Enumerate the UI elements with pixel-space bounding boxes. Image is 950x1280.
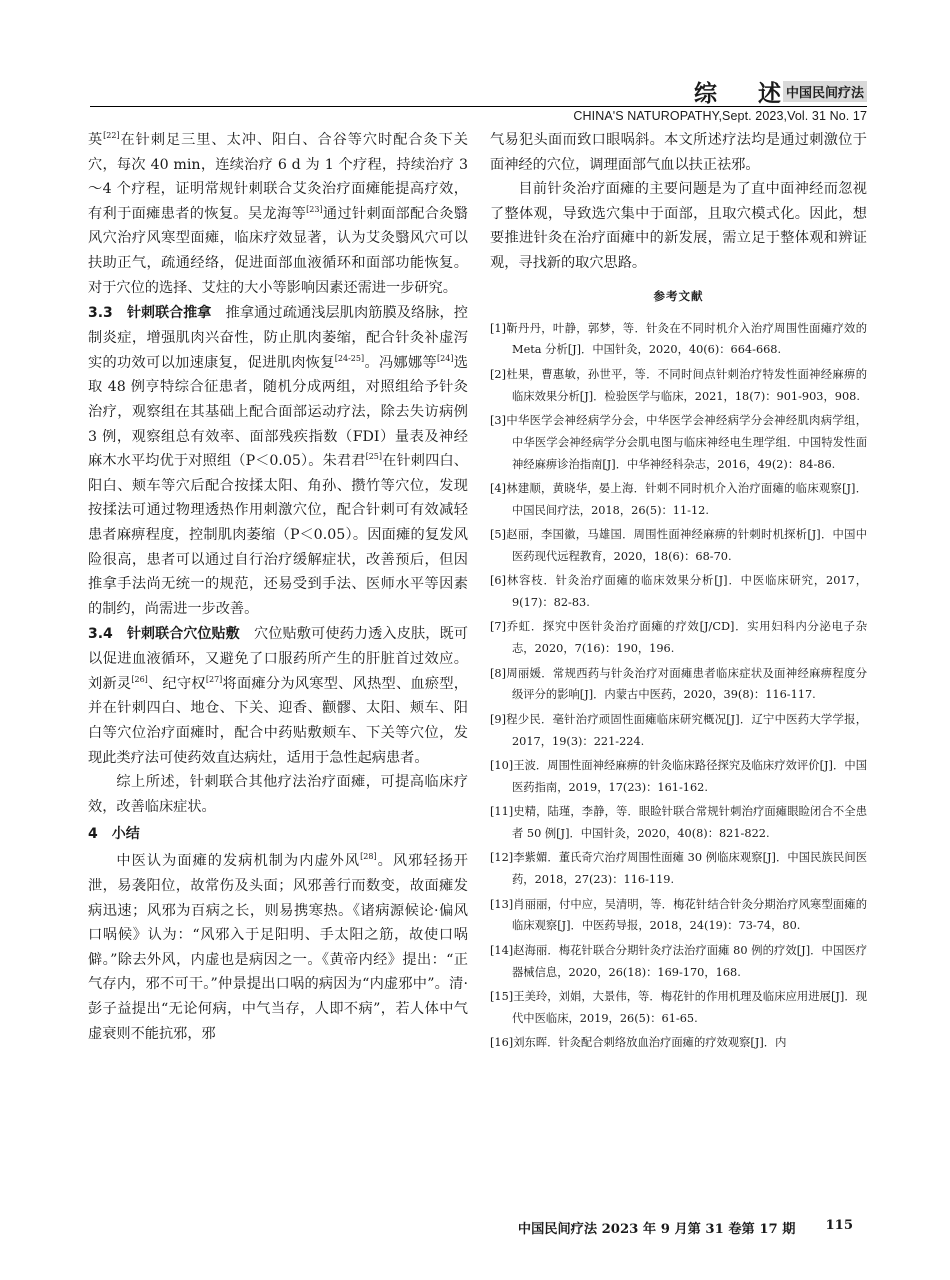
page-footer bbox=[518, 1218, 853, 1237]
reference-item: [6]林容枝．针灸治疗面瘫的临床效果分析[J]．中医临床研究，2017，9(17)：82-83. bbox=[490, 574, 867, 610]
reference-item: [8]周丽媛．常规西药与针灸治疗对面瘫患者临床症状及面神经麻痹程度分级评分的影响[J]．内蒙古中医药，2020，39(8)：116-117. bbox=[490, 666, 867, 702]
header-rule bbox=[90, 106, 867, 107]
page-header bbox=[90, 70, 867, 128]
section-heading-3-3: 3.3 针刺联合推拿 bbox=[88, 305, 212, 322]
citation-ref: [22] bbox=[103, 131, 120, 140]
page-number: 115 bbox=[825, 1218, 853, 1233]
reference-item: [16]刘东晖．针灸配合刺络放血治疗面瘫的疗效观察[J]．内 bbox=[490, 1036, 787, 1050]
citation-ref: [23] bbox=[306, 204, 323, 214]
reference-item: [13]肖丽丽，付中应，吴清明，等．梅花针结合针灸分期治疗风寒型面瘫的临床观察[J]．中医药导报，2018，24(19)：73-74，80. bbox=[490, 897, 867, 933]
paragraph-summary: 综上所述，针刺联合其他疗法治疗面瘫，可提高临床疗效，改善临床症状。 bbox=[88, 774, 468, 815]
right-column bbox=[490, 128, 867, 1057]
section-label-second: 述 bbox=[757, 80, 781, 107]
reference-item: [14]赵海丽．梅花针联合分期针灸疗法治疗面瘫 80 例的疗效[J]．中国医疗器械信息，2020，26(18)：169-170，168. bbox=[490, 943, 867, 979]
reference-item: [3]中华医学会神经病学分会，中华医学会神经病学分会神经肌肉病学组，中华医学会神经病学分会肌电图与临床神经电生理学组．中国特发性面神经麻痹诊治指南[J]．中华神经科杂志，2016，49(2)：84-86. bbox=[490, 413, 867, 471]
left-column bbox=[88, 128, 468, 1046]
reference-item: [10]王波．周围性面神经麻痹的针灸临床路径探究及临床疗效评价[J]．中国医药指南，2019，17(23)：161-162. bbox=[490, 759, 867, 794]
citation-ref: [26] bbox=[131, 674, 148, 684]
section-3-4: 3.4 针刺联合穴位贴敷 穴位贴敷可使药力透入皮肤，既可以促进血液循环，又避免了口服药所产生的肝脏首过效应。刘新灵[26]、纪守权[27]将面瘫分为风寒型、风热型、血瘀型，并在针刺四白、地仓、下关、迎香、颧髎、太阳、颊车、阳白等穴位治疗面瘫时，配合中药贴敷颊车、下关等穴位，发现此类疗法可使药效直达病灶，适用于急性起病患者。 bbox=[88, 626, 468, 766]
journal-citation-line: CHINA'S NATUROPATHY,Sept. 2023,Vol. 31 No. 17 bbox=[573, 109, 867, 123]
footer-journal-issue: 中国民间疗法 2023 年 9 月第 31 卷第 17 期 bbox=[517, 1222, 796, 1237]
paragraph-current-issues: 目前针灸治疗面瘫的主要问题是为了直中面神经而忽视了整体观，导致选穴集中于面部，且取穴模式化。因此，想要推进针灸在治疗面瘫中的新发展，需立足于整体观和辨证观，寻找新的取穴思路。 bbox=[490, 181, 867, 271]
paragraph-moxibustion: 英[22]在针刺足三里、太冲、阳白、合谷等穴时配合灸下关穴，每次 40 min，连续治疗 6 d 为 1 个疗程，持续治疗 3～4 个疗程，证明常规针刺联合艾灸治疗面瘫能提高疗效，有利于面瘫患者的恢复。吴龙海等[23]通过针刺面部配合灸翳风穴治疗风寒型面瘫，临床疗效显著，认为艾灸翳风穴可以扶助正气，疏通经络，促进面部血液循环和面部功能恢复。对于穴位的选择、艾炷的大小等影响因素还需进一步研究。 bbox=[88, 131, 468, 296]
section-heading-3-4: 3.4 针刺联合穴位贴敷 bbox=[88, 626, 240, 643]
reference-item: [12]李紫媚．董氏奇穴治疗周围性面瘫 30 例临床观察[J]．中国民族民间医药，2018，27(23)：116-119. bbox=[490, 851, 867, 887]
citation-ref: [24-25] bbox=[334, 353, 365, 363]
section-heading-4: 4 小结 bbox=[88, 826, 140, 843]
citation-ref: [27] bbox=[205, 674, 223, 684]
section-3-3: 3.3 针刺联合推拿 推拿通过疏通浅层肌肉筋膜及络脉，控制炎症，增强肌肉兴奋性，防止肌肉萎缩，配合针灸补虚泻实的功效可以加速康复，促进肌肉恢复[24-25]。冯娜娜等[24]选取 48 例亨特综合征患者，随机分成两组，对照组给予针灸治疗，观察组在其基础上配合面部运动疗法，除去失访病例 3 例，观察组总有效率、面部残疾指数（FDI）量表及神经麻木水平均优于对照组（P＜0.05）。朱君君[25]在针刺四白、阳白、颊车等穴后配合按揉太阳、角孙、攒竹等穴位，发现按揉法可通过物理透热作用刺激穴位，配合针刺可有效减轻患者麻痹程度，控制肌肉萎缩（P＜0.05）。因面瘫的复发风险很高，患者可以通过自行治疗缓解症状，改善预后，但因推拿手法尚无统一的规范，还易受到手法、医师水平等因素的制约，尚需进一步改善。 bbox=[88, 305, 468, 617]
journal-name-badge: 中国民间疗法 bbox=[783, 81, 867, 102]
citation-ref: [24] bbox=[437, 353, 454, 363]
paragraph-conclusion: 中医认为面瘫的发病机制为内虚外风[28]。风邪轻扬开泄，易袭阳位，故常伤及头面；风邪善行而数变，故面瘫发病迅速；风邪为百病之长，则易携寒热。《诸病源候论·偏风口㖞候》认为：“风邪入于足阳明、手太阳之筋，故使口㖞僻。”除去外风，内虚也是病因之一。《黄帝内经》提出：“正气存内，邪不可干。”仲景提出口㖞的病因为“内虚邪中”。清·彭子益提出“无论何病，中气当存，人即不病”，若人体中气虚衰则不能抗邪，邪 bbox=[88, 852, 468, 1042]
section-label-first: 综 bbox=[693, 80, 718, 107]
reference-item: [15]王美玲，刘娟，大景伟，等．梅花针的作用机理及临床应用进展[J]．现代中医临床，2019，26(5)：61-65. bbox=[490, 989, 867, 1025]
section-title bbox=[693, 78, 867, 107]
reference-item: [5]赵丽，李国徽，马雄国．周围性面神经麻痹的针刺时机探析[J]．中国中医药现代远程教育，2020，18(6)：68-70. bbox=[490, 528, 867, 563]
reference-item: [4]林建顺，黄晓华，晏上海．针刺不同时机介入治疗面瘫的临床观察[J]．中国民间疗法，2018，26(5)：11-12. bbox=[490, 481, 867, 517]
reference-item: [1]靳丹丹，叶静，郭梦，等．针灸在不同时机介入治疗周围性面瘫疗效的 Meta 分析[J]．中国针灸，2020，40(6)：664-668. bbox=[490, 321, 867, 357]
reference-item: [11]史精，陆瑾，李静，等．眼睑针联合常规针刺治疗面瘫眼睑闭合不全患者 50 例[J]．中国针灸，2020，40(8)：821-822. bbox=[490, 805, 867, 841]
citation-ref: [28] bbox=[360, 852, 377, 862]
references-title: 参考文献 bbox=[653, 288, 704, 303]
reference-list bbox=[490, 318, 867, 1054]
paragraph-continuation: 气易犯头面而致口眼㖞斜。本文所述疗法均是通过刺激位于面神经的穴位，调理面部气血以扶正祛邪。 bbox=[490, 132, 867, 173]
citation-ref: [25] bbox=[365, 452, 383, 462]
reference-item: [9]程少民．毫针治疗顽固性面瘫临床研究概况[J]．辽宁中医药大学学报，2017，19(3)：221-224. bbox=[490, 712, 867, 748]
reference-item: [2]杜果，曹惠敏，孙世平，等．不同时间点针刺治疗特发性面神经麻痹的临床效果分析[J]．检验医学与临床，2021，18(7)：901-903，908. bbox=[490, 367, 867, 403]
reference-item: [7]乔虹．探究中医针灸治疗面瘫的疗效[J/CD]．实用妇科内分泌电子杂志，2020，7(16)：190，196. bbox=[490, 620, 867, 656]
